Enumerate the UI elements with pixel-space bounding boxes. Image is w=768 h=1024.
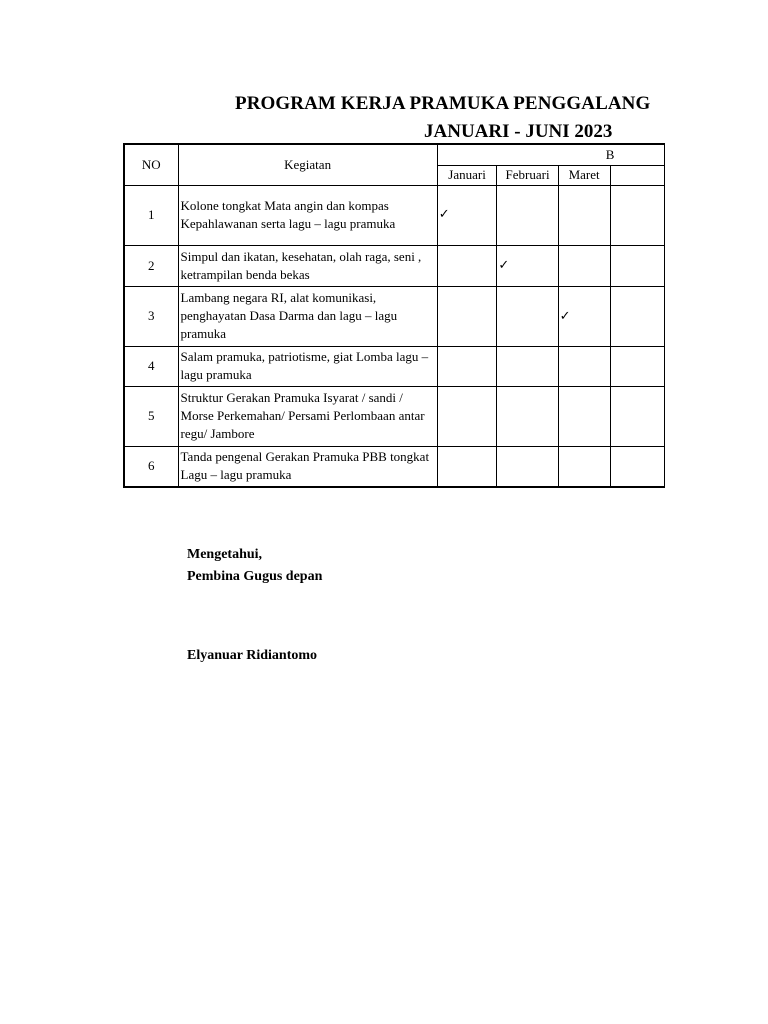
- row-number: 5: [124, 386, 178, 446]
- month-cell: [437, 446, 497, 487]
- kegiatan-line: Tanda pengenal Gerakan Pramuka PBB tongkat: [180, 449, 430, 465]
- check-mark-icon: ✓: [437, 185, 497, 245]
- month-cell: [558, 185, 610, 245]
- month-cell: [497, 346, 558, 386]
- month-cell: [558, 446, 610, 487]
- month-cell: [497, 286, 558, 346]
- check-mark-icon: ✓: [558, 286, 610, 346]
- month-cell: [610, 386, 664, 446]
- month-header: Februari: [497, 165, 558, 185]
- header-kegiatan: Kegiatan: [178, 144, 437, 185]
- document-title: PROGRAM KERJA PRAMUKA PENGGALANG: [235, 93, 651, 114]
- row-number: 2: [124, 245, 178, 286]
- kegiatan-line: ketrampilan benda bekas: [180, 266, 310, 282]
- month-cell: [437, 245, 497, 286]
- month-header-extra: [610, 165, 664, 185]
- kegiatan-line: Struktur Gerakan Pramuka Isyarat / sandi /: [180, 390, 403, 405]
- kegiatan-line: Lagu – lagu pramuka: [180, 467, 292, 483]
- kegiatan-line: lagu pramuka: [180, 367, 252, 382]
- kegiatan-line: Simpul dan ikatan, kesehatan, olah raga, seni ,: [180, 248, 422, 264]
- row-kegiatan: [178, 245, 437, 286]
- kegiatan-line: Kepahlawanan serta lagu – lagu pramuka: [180, 216, 396, 231]
- row-number: 3: [124, 286, 178, 346]
- month-cell: [610, 185, 664, 245]
- month-cell: [558, 346, 610, 386]
- program-table: [123, 143, 665, 488]
- month-cell: [497, 386, 558, 446]
- kegiatan-line: Lambang negara RI, alat komunikasi,: [180, 290, 377, 305]
- month-cell: [610, 346, 664, 386]
- row-kegiatan: [178, 346, 437, 386]
- check-mark-icon: ✓: [497, 245, 558, 286]
- kegiatan-line: Morse Perkemahan/ Persami Perlombaan antar: [180, 408, 425, 423]
- document-subtitle: JANUARI - JUNI 2023: [424, 121, 613, 142]
- table-row: [124, 386, 665, 446]
- row-number: 6: [124, 446, 178, 487]
- month-cell: [558, 386, 610, 446]
- header-no: NO: [124, 144, 178, 185]
- kegiatan-line: Kolone tongkat Mata angin dan kompas: [180, 198, 389, 213]
- row-kegiatan: [178, 446, 437, 487]
- table-row: [124, 286, 665, 346]
- month-cell: [437, 346, 497, 386]
- month-cell: [497, 185, 558, 245]
- table-row: [124, 245, 665, 286]
- kegiatan-line: regu/ Jambore: [180, 426, 255, 441]
- signature-role: Pembina Gugus depan: [187, 569, 323, 584]
- row-kegiatan: [178, 185, 437, 245]
- month-cell: [558, 245, 610, 286]
- kegiatan-line: Salam pramuka, patriotisme, giat Lomba lagu –: [180, 349, 429, 364]
- table-row: [124, 346, 665, 386]
- month-cell: [610, 446, 664, 487]
- row-number: 4: [124, 346, 178, 386]
- row-number: 1: [124, 185, 178, 245]
- signature-mengetahui: Mengetahui,: [187, 547, 263, 562]
- table-body: [124, 185, 665, 487]
- signature-name: Elyanuar Ridiantomo: [187, 648, 318, 663]
- table-row: [124, 185, 665, 245]
- row-kegiatan: [178, 386, 437, 446]
- month-cell: [610, 286, 664, 346]
- month-cell: [437, 386, 497, 446]
- month-header: Maret: [558, 165, 610, 185]
- kegiatan-line: pramuka: [180, 326, 226, 341]
- month-cell: [497, 446, 558, 487]
- month-header: Januari: [437, 165, 497, 185]
- table-row: [124, 446, 665, 487]
- row-kegiatan: [178, 286, 437, 346]
- header-bulan: B: [437, 144, 664, 165]
- month-cell: [437, 286, 497, 346]
- kegiatan-line: penghayatan Dasa Darma dan lagu – lagu: [180, 308, 398, 323]
- month-cell: [610, 245, 664, 286]
